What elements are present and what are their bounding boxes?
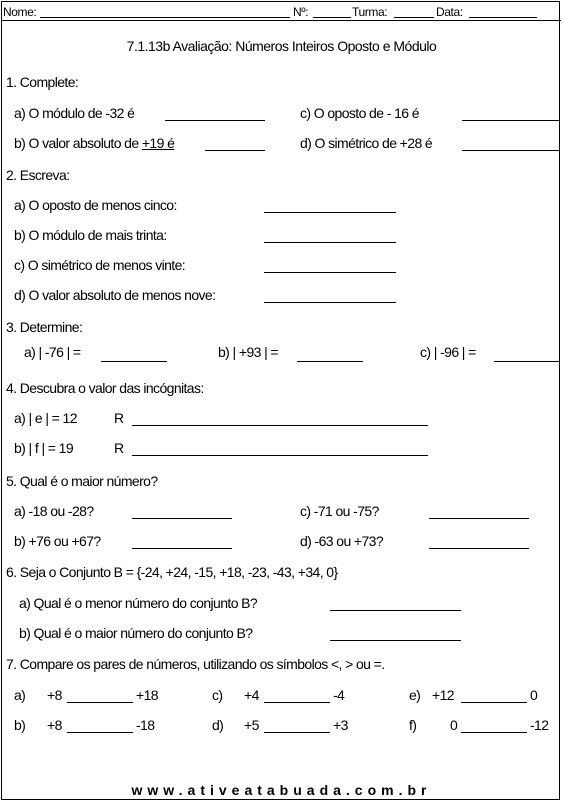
q7-d-left: +5 bbox=[244, 717, 259, 733]
q4-item-b: b) | f | = 19 bbox=[14, 440, 74, 456]
q5-answer-b[interactable] bbox=[132, 548, 232, 549]
q7-b-right: -18 bbox=[136, 717, 155, 733]
date-field[interactable] bbox=[469, 17, 537, 18]
q5-item-d: d) -63 ou +73? bbox=[300, 533, 384, 549]
q5-item-b: b) +76 ou +67? bbox=[14, 533, 101, 549]
class-label: Turma: bbox=[352, 5, 388, 19]
q2-item-c: c) O simétrico de menos vinte: bbox=[14, 257, 186, 273]
number-field[interactable] bbox=[313, 17, 351, 18]
q3-item-a: a) | -76 | = bbox=[24, 344, 81, 360]
q7-b-label: b) bbox=[14, 717, 26, 733]
q7-f-answer[interactable] bbox=[461, 732, 527, 733]
q6-item-a: a) Qual é o menor número do conjunto B? bbox=[19, 595, 258, 611]
q1-item-b-text: b) O valor absoluto de bbox=[14, 135, 142, 151]
q1-heading: 1. Complete: bbox=[6, 74, 79, 90]
q3-item-c: c) | -96 | = bbox=[420, 344, 476, 360]
q7-heading: 7. Compare os pares de números, utilizando os símbolos <, > ou =. bbox=[6, 656, 385, 672]
q1-item-b bbox=[14, 135, 174, 151]
q7-d-answer[interactable] bbox=[264, 732, 330, 733]
q7-a-right: +18 bbox=[136, 687, 158, 703]
q7-f-label: f) bbox=[409, 717, 417, 733]
q5-answer-c[interactable] bbox=[429, 518, 529, 519]
q3-heading: 3. Determine: bbox=[6, 319, 83, 335]
q7-f-right: -12 bbox=[530, 717, 549, 733]
q5-heading: 5. Qual é o maior número? bbox=[6, 473, 158, 489]
q7-b-left: +8 bbox=[47, 717, 62, 733]
q2-answer-b[interactable] bbox=[264, 242, 396, 243]
q1-answer-c[interactable] bbox=[462, 120, 560, 121]
header-divider bbox=[1, 20, 561, 21]
q7-a-label: a) bbox=[14, 687, 26, 703]
q6-item-b: b) Qual é o maior número do conjunto B? bbox=[19, 625, 253, 641]
q7-c-label: c) bbox=[212, 687, 223, 703]
q7-a-answer[interactable] bbox=[67, 702, 133, 703]
name-label: Nome: bbox=[3, 5, 37, 19]
q4-answer-label-b: R bbox=[114, 440, 124, 456]
q3-item-b: b) | +93 | = bbox=[218, 344, 279, 360]
q6-answer-b[interactable] bbox=[330, 640, 461, 641]
q7-b-answer[interactable] bbox=[67, 732, 133, 733]
number-label: Nº: bbox=[293, 5, 309, 19]
q1-item-c: c) O oposto de - 16 é bbox=[300, 105, 419, 121]
q2-answer-c[interactable] bbox=[264, 272, 396, 273]
q7-e-left: +12 bbox=[432, 687, 454, 703]
q4-item-a: a) | e | = 12 bbox=[14, 410, 77, 426]
q3-answer-c[interactable] bbox=[494, 361, 560, 362]
q4-answer-label-a: R bbox=[114, 410, 124, 426]
page-title: 7.1.13b Avaliação: Números Inteiros Oposto e Módulo bbox=[126, 38, 437, 54]
q1-answer-b[interactable] bbox=[205, 150, 265, 151]
q5-item-a: a) -18 ou -28? bbox=[14, 503, 94, 519]
q2-item-a: a) O oposto de menos cinco: bbox=[14, 197, 177, 213]
q5-item-c: c) -71 ou -75? bbox=[300, 503, 379, 519]
q7-c-answer[interactable] bbox=[264, 702, 330, 703]
q7-e-right: 0 bbox=[530, 687, 538, 703]
date-label: Data: bbox=[436, 5, 463, 19]
q7-f-left: 0 bbox=[450, 717, 458, 733]
q7-e-label: e) bbox=[409, 687, 421, 703]
q1-answer-a[interactable] bbox=[165, 120, 265, 121]
q7-d-right: +3 bbox=[333, 717, 348, 733]
class-field[interactable] bbox=[394, 17, 434, 18]
q4-answer-a[interactable] bbox=[132, 425, 428, 426]
q2-item-b: b) O módulo de mais trinta: bbox=[14, 227, 167, 243]
q6-answer-a[interactable] bbox=[330, 610, 461, 611]
q2-answer-a[interactable] bbox=[264, 212, 396, 213]
q3-answer-b[interactable] bbox=[297, 361, 363, 362]
q1-answer-d[interactable] bbox=[462, 150, 560, 151]
q4-heading: 4. Descubra o valor das incógnitas: bbox=[6, 380, 204, 396]
q1-item-b-value: +19 é bbox=[141, 135, 175, 151]
q4-answer-b[interactable] bbox=[132, 455, 428, 456]
q7-c-left: +4 bbox=[244, 687, 259, 703]
q7-a-left: +8 bbox=[47, 687, 62, 703]
q3-answer-a[interactable] bbox=[101, 361, 167, 362]
q5-answer-d[interactable] bbox=[429, 548, 529, 549]
q7-c-right: -4 bbox=[333, 687, 345, 703]
q5-answer-a[interactable] bbox=[132, 518, 232, 519]
q1-item-a: a) O módulo de -32 é bbox=[14, 105, 135, 121]
q1-item-d: d) O simétrico de +28 é bbox=[300, 135, 433, 151]
q7-d-label: d) bbox=[212, 717, 224, 733]
q6-heading: 6. Seja o Conjunto B = {-24, +24, -15, +18, -23, -43, +34, 0} bbox=[6, 564, 338, 580]
name-field[interactable] bbox=[40, 17, 290, 18]
q2-answer-d[interactable] bbox=[264, 302, 396, 303]
footer-website: www.ativeatabuada.com.br bbox=[131, 782, 432, 798]
q2-heading: 2. Escreva: bbox=[6, 167, 70, 183]
q2-item-d: d) O valor absoluto de menos nove: bbox=[14, 287, 216, 303]
q7-e-answer[interactable] bbox=[461, 702, 527, 703]
